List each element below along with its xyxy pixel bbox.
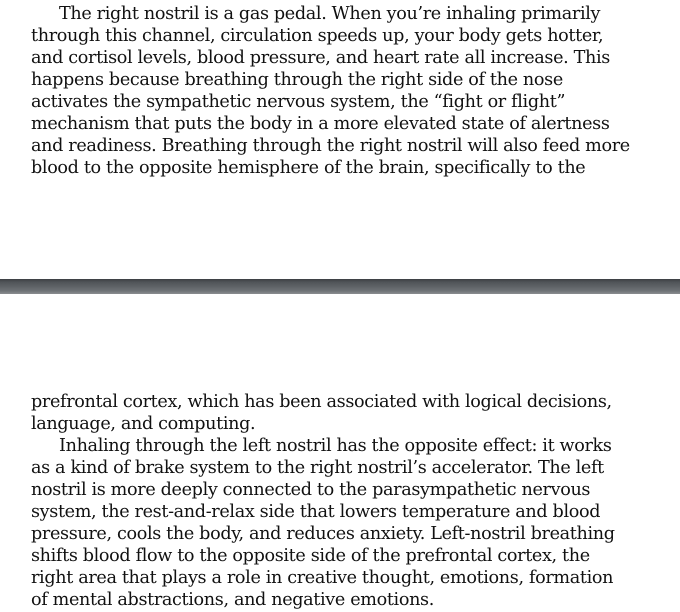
text-line: happens because breathing through the right side of the nose xyxy=(31,70,563,90)
text-line: right area that plays a role in creative thought, emotions, formation xyxy=(31,568,614,588)
text-line: shifts blood flow to the opposite side of the prefrontal cortex, the xyxy=(31,546,590,566)
page-top xyxy=(0,0,680,279)
text-line: prefrontal cortex, which has been associated with logical decisions, xyxy=(31,392,612,412)
text-line: blood to the opposite hemisphere of the brain, specifically to the xyxy=(31,158,586,178)
text-line: activates the sympathetic nervous system, the “fight or flight” xyxy=(31,92,566,112)
text-line: Inhaling through the left nostril has the opposite effect: it works xyxy=(59,436,612,456)
text-line: The right nostril is a gas pedal. When you’re inhaling primarily xyxy=(59,4,601,24)
text-line: mechanism that puts the body in a more elevated state of alertness xyxy=(31,114,610,134)
page-bottom xyxy=(0,294,680,612)
text-line: through this channel, circulation speeds up, your body gets hotter, xyxy=(31,26,604,46)
page-separator xyxy=(0,279,680,294)
text-line: pressure, cools the body, and reduces anxiety. Left-nostril breathing xyxy=(31,524,615,544)
text-line: system, the rest-and-relax side that lowers temperature and blood xyxy=(31,502,601,522)
text-line: and readiness. Breathing through the right nostril will also feed more xyxy=(31,136,630,156)
text-line: nostril is more deeply connected to the parasympathetic nervous xyxy=(31,480,591,500)
text-line: of mental abstractions, and negative emotions. xyxy=(31,590,434,610)
text-line: as a kind of brake system to the right nostril’s accelerator. The left xyxy=(31,458,604,478)
text-line: and cortisol levels, blood pressure, and heart rate all increase. This xyxy=(31,48,610,68)
text-line: language, and computing. xyxy=(31,414,256,434)
